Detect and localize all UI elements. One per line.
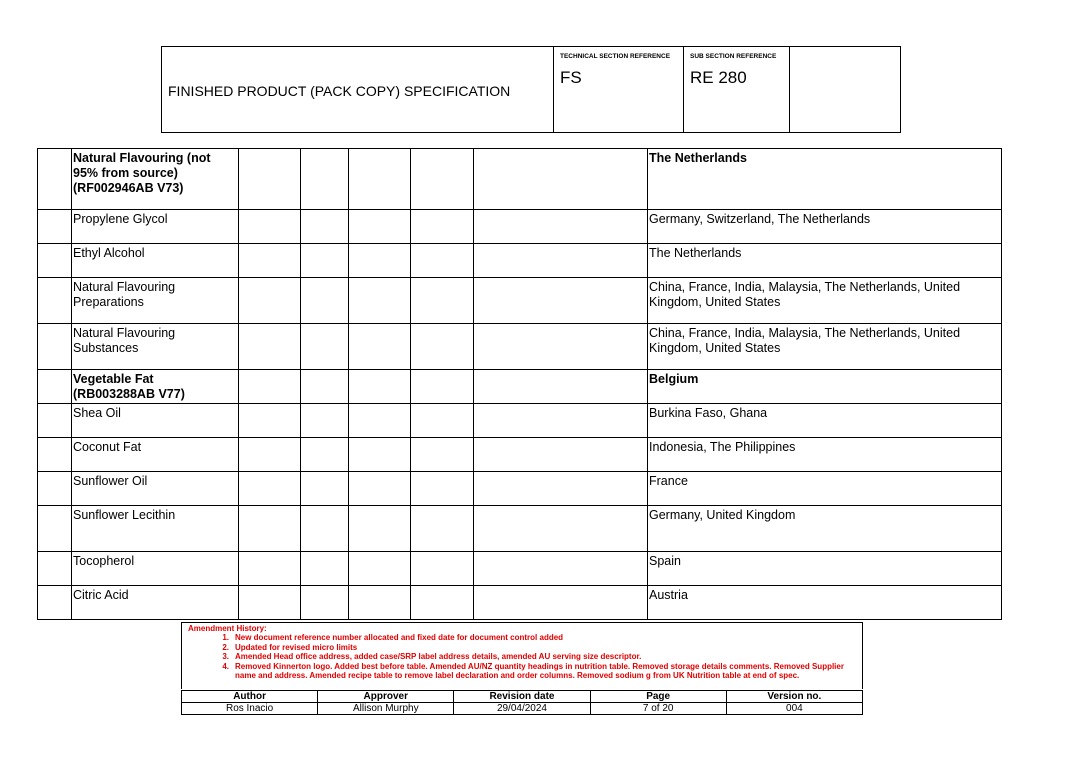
- empty-cell: [474, 244, 648, 278]
- ingredient-name-cell: Citric Acid: [72, 586, 239, 620]
- empty-cell: [301, 472, 349, 506]
- country-of-origin-cell: Belgium: [648, 370, 1002, 404]
- amendment-text: Amended Head office address, added case/SRP label address details, amended AU serving size descriptor.: [235, 652, 642, 661]
- empty-cell: [38, 472, 72, 506]
- empty-cell: [239, 438, 301, 472]
- empty-cell: [301, 552, 349, 586]
- empty-cell: [411, 506, 474, 552]
- sub-section-reference-label: SUB SECTION REFERENCE: [690, 53, 777, 60]
- table-row: [38, 244, 1002, 278]
- empty-cell: [474, 552, 648, 586]
- empty-cell: [474, 149, 648, 210]
- approver-value: Allison Murphy: [318, 703, 454, 715]
- country-of-origin-cell: The Netherlands: [648, 244, 1002, 278]
- amendment-item: [188, 633, 848, 643]
- approver-label: Approver: [318, 691, 454, 703]
- document-header: [161, 46, 901, 133]
- country-of-origin-cell: Indonesia, The Philippines: [648, 438, 1002, 472]
- table-row: [38, 506, 1002, 552]
- ingredient-name-cell: Sunflower Oil: [72, 472, 239, 506]
- empty-cell: [474, 324, 648, 370]
- ingredient-name-cell: Vegetable Fat (RB003288AB V77): [72, 370, 239, 404]
- amendment-item: [188, 662, 848, 681]
- empty-cell: [38, 210, 72, 244]
- amendment-number: 1.: [222, 633, 229, 642]
- empty-cell: [38, 278, 72, 324]
- document-title: FINISHED PRODUCT (PACK COPY) SPECIFICATION: [168, 83, 511, 99]
- empty-cell: [474, 586, 648, 620]
- country-of-origin-cell: Burkina Faso, Ghana: [648, 404, 1002, 438]
- empty-cell: [411, 438, 474, 472]
- table-row: [38, 278, 1002, 324]
- page-label: Page: [590, 691, 726, 703]
- empty-cell: [349, 244, 411, 278]
- ingredient-name-cell: Natural Flavouring Preparations: [72, 278, 239, 324]
- empty-cell: [301, 586, 349, 620]
- table-row: [38, 586, 1002, 620]
- empty-cell: [38, 438, 72, 472]
- empty-cell: [239, 278, 301, 324]
- empty-cell: [411, 278, 474, 324]
- header-blank-cell: [790, 47, 901, 133]
- empty-cell: [349, 149, 411, 210]
- empty-cell: [474, 278, 648, 324]
- empty-cell: [411, 370, 474, 404]
- empty-cell: [38, 404, 72, 438]
- amendment-text: Updated for revised micro limits: [235, 642, 358, 652]
- country-of-origin-cell: France: [648, 472, 1002, 506]
- amendment-item: [188, 643, 848, 653]
- empty-cell: [474, 210, 648, 244]
- empty-cell: [411, 586, 474, 620]
- empty-cell: [349, 552, 411, 586]
- empty-cell: [38, 552, 72, 586]
- country-of-origin-cell: China, France, India, Malaysia, The Netherlands, United Kingdom, United States: [648, 324, 1002, 370]
- empty-cell: [349, 472, 411, 506]
- table-row: [38, 370, 1002, 404]
- empty-cell: [301, 210, 349, 244]
- empty-cell: [301, 278, 349, 324]
- ingredient-name-cell: Natural Flavouring Substances: [72, 324, 239, 370]
- amendment-history: [181, 622, 863, 689]
- country-of-origin-cell: Austria: [648, 586, 1002, 620]
- empty-cell: [239, 552, 301, 586]
- empty-cell: [301, 506, 349, 552]
- empty-cell: [349, 438, 411, 472]
- version-label: Version no.: [726, 691, 862, 703]
- footer-header-row: [182, 691, 863, 703]
- empty-cell: [301, 324, 349, 370]
- table-body: [38, 149, 1002, 620]
- empty-cell: [301, 244, 349, 278]
- empty-cell: [411, 210, 474, 244]
- version-value: 004: [726, 703, 862, 715]
- document-footer: [181, 690, 863, 715]
- table-row: [38, 472, 1002, 506]
- empty-cell: [349, 324, 411, 370]
- empty-cell: [239, 370, 301, 404]
- amendment-title: Amendment History:: [188, 624, 267, 633]
- sub-section-reference-value: RE 280: [690, 68, 747, 87]
- empty-cell: [411, 404, 474, 438]
- author-value: Ros Inacio: [182, 703, 318, 715]
- ingredient-origin-table: [37, 148, 1002, 620]
- empty-cell: [38, 586, 72, 620]
- ingredient-name-cell: Natural Flavouring (not 95% from source) (RF002946AB V73): [72, 149, 239, 210]
- empty-cell: [411, 244, 474, 278]
- country-of-origin-cell: China, France, India, Malaysia, The Netherlands, United Kingdom, United States: [648, 278, 1002, 324]
- amendment-text: Removed Kinnerton logo. Added best before table. Amended AU/NZ quantity headings in nutrition table. Removed storage details comments. Removed Supplier name and address. Amended recipe table to remove label declaration and order columns. Removed sodium g from UK Nutrition table at end of spec.: [235, 661, 844, 680]
- ingredient-name-cell: Sunflower Lecithin: [72, 506, 239, 552]
- empty-cell: [301, 370, 349, 404]
- empty-cell: [411, 324, 474, 370]
- empty-cell: [349, 586, 411, 620]
- empty-cell: [474, 472, 648, 506]
- empty-cell: [239, 506, 301, 552]
- empty-cell: [38, 324, 72, 370]
- empty-cell: [38, 506, 72, 552]
- empty-cell: [301, 404, 349, 438]
- sub-section-reference-cell: [684, 47, 790, 133]
- ingredient-name-cell: Coconut Fat: [72, 438, 239, 472]
- table-row: [38, 210, 1002, 244]
- empty-cell: [411, 149, 474, 210]
- empty-cell: [349, 506, 411, 552]
- empty-cell: [239, 404, 301, 438]
- amendment-number: 3.: [222, 652, 229, 661]
- technical-reference-label: TECHNICAL SECTION REFERENCE: [560, 53, 671, 60]
- ingredient-name-cell: Ethyl Alcohol: [72, 244, 239, 278]
- amendment-number: 2.: [222, 642, 229, 652]
- empty-cell: [474, 438, 648, 472]
- ingredient-name-cell: Propylene Glycol: [72, 210, 239, 244]
- table-row: [38, 552, 1002, 586]
- author-label: Author: [182, 691, 318, 703]
- empty-cell: [349, 370, 411, 404]
- empty-cell: [411, 472, 474, 506]
- empty-cell: [239, 244, 301, 278]
- empty-cell: [349, 404, 411, 438]
- empty-cell: [349, 210, 411, 244]
- country-of-origin-cell: Spain: [648, 552, 1002, 586]
- amendment-list: [188, 633, 848, 681]
- ingredient-name-cell: Shea Oil: [72, 404, 239, 438]
- footer-value-row: [182, 703, 863, 715]
- country-of-origin-cell: Germany, United Kingdom: [648, 506, 1002, 552]
- empty-cell: [301, 149, 349, 210]
- table-row: [38, 438, 1002, 472]
- empty-cell: [474, 506, 648, 552]
- empty-cell: [38, 149, 72, 210]
- empty-cell: [411, 552, 474, 586]
- empty-cell: [38, 370, 72, 404]
- empty-cell: [239, 324, 301, 370]
- table-row: [38, 149, 1002, 210]
- empty-cell: [349, 278, 411, 324]
- country-of-origin-cell: The Netherlands: [648, 149, 1002, 210]
- ingredient-name-cell: Tocopherol: [72, 552, 239, 586]
- table-row: [38, 324, 1002, 370]
- country-of-origin-cell: Germany, Switzerland, The Netherlands: [648, 210, 1002, 244]
- empty-cell: [239, 210, 301, 244]
- amendment-text: New document reference number allocated and fixed date for document control added: [235, 633, 564, 642]
- empty-cell: [301, 438, 349, 472]
- technical-reference-value: FS: [560, 68, 582, 87]
- revision-date-value: 29/04/2024: [454, 703, 590, 715]
- empty-cell: [38, 244, 72, 278]
- page-value: 7 of 20: [590, 703, 726, 715]
- document-title-cell: [162, 47, 554, 133]
- amendment-item: [188, 652, 848, 662]
- table-row: [38, 404, 1002, 438]
- empty-cell: [239, 149, 301, 210]
- revision-date-label: Revision date: [454, 691, 590, 703]
- empty-cell: [474, 370, 648, 404]
- empty-cell: [239, 472, 301, 506]
- amendment-number: 4.: [222, 661, 229, 671]
- empty-cell: [474, 404, 648, 438]
- technical-reference-cell: [554, 47, 684, 133]
- empty-cell: [239, 586, 301, 620]
